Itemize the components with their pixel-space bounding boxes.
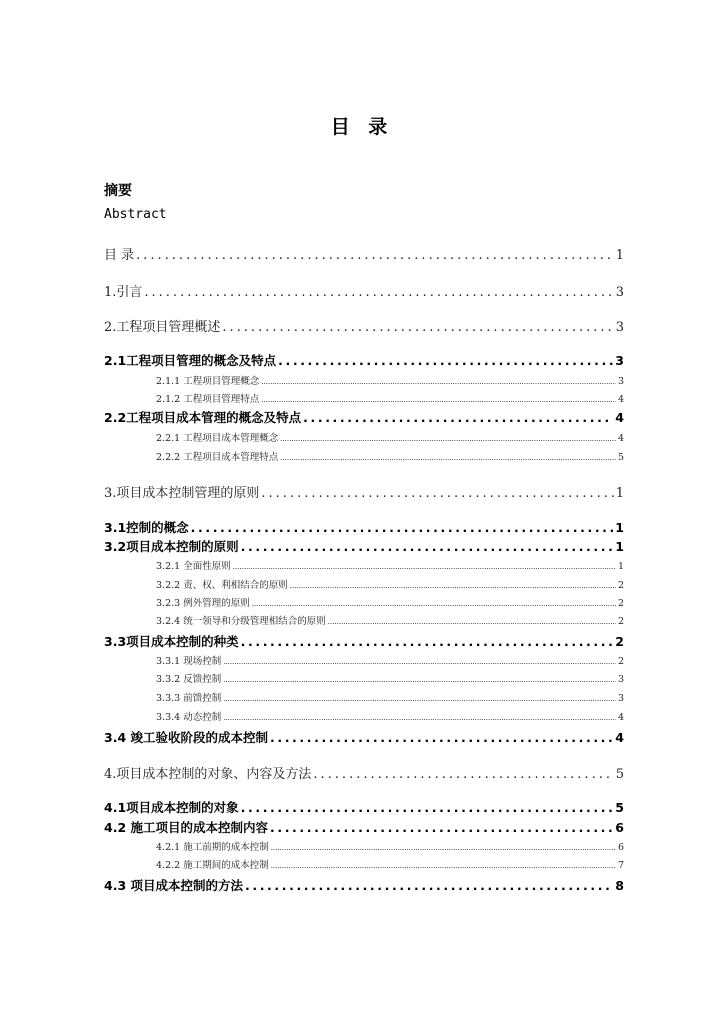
toc-entry-section-4-1[interactable] [104,798,624,816]
toc-entry-label: 目 录 [104,248,135,263]
abstract-cn-heading: 摘要 [104,183,132,199]
toc-entry-label: 3.3.1 现场控制 [156,656,222,667]
toc-entry-subsection-3-2-1[interactable] [156,558,624,572]
toc-leader-dots [328,618,616,626]
toc-page-number: 1 [615,486,624,501]
toc-entry-subsection-3-2-4[interactable] [156,613,624,627]
toc-entry-label: 4.项目成本控制的对象、内容及方法 [104,767,312,782]
toc-page-number: 7 [617,860,624,871]
toc-entry-subsection-3-3-4[interactable] [156,709,624,723]
toc-entry-label: 4.2.1 施工前期的成本控制 [156,842,269,853]
toc-entry-subsection-3-3-1[interactable] [156,653,624,667]
toc-entry-contents[interactable] [104,244,624,263]
toc-entry-section-4-2[interactable] [104,818,624,836]
toc-page-number: 3 [617,376,624,387]
toc-entry-label: 2.2.2 工程项目成本管理特点 [156,452,279,463]
toc-entry-label: 3.2.3 例外管理的原则 [156,598,250,609]
toc-page-number: 2 [617,598,624,609]
toc-leader-dots [303,410,613,425]
toc-leader-dots [144,285,613,300]
toc-entry-section-3-3[interactable] [104,632,624,650]
toc-leader-dots [252,600,616,608]
toc-leader-dots [270,820,613,835]
toc-entry-label: 3.2项目成本控制的原则 [104,539,239,554]
toc-leader-dots [271,844,616,852]
toc-page-number: 3 [617,693,624,704]
toc-entry-subsection-2-1-2[interactable] [156,391,624,405]
toc-entry-label: 2.1工程项目管理的概念及特点 [104,353,277,368]
toc-leader-dots [261,486,613,501]
toc-entry-label: 3.3项目成本控制的种类 [104,634,239,649]
toc-page-number: 4 [615,410,624,425]
toc-entry-subsection-4-2-1[interactable] [156,839,624,853]
toc-entry-subsection-3-3-2[interactable] [156,671,624,685]
toc-leader-dots [278,353,613,368]
toc-page-number: 2 [617,580,624,591]
toc-entry-subsection-3-3-3[interactable] [156,690,624,704]
toc-page-number: 6 [617,842,624,853]
toc-leader-dots [233,563,616,571]
toc-leader-dots [313,767,613,782]
toc-entry-subsection-4-2-2[interactable] [156,857,624,871]
toc-page-number: 4 [617,712,624,723]
toc-leader-dots [261,378,616,386]
toc-entry-label: 4.3 项目成本控制的方法 [104,878,243,893]
toc-entry-label: 3.2.1 全面性原则 [156,561,231,572]
toc-entry-label: 3.3.3 前馈控制 [156,693,222,704]
toc-leader-dots [270,730,613,745]
toc-page-number: 5 [617,452,624,463]
toc-leader-dots [223,714,616,722]
toc-entry-subsection-3-2-3[interactable] [156,595,624,609]
toc-page-number: 4 [617,394,624,405]
abstract-en-heading: Abstract [104,207,167,222]
toc-entry-chapter-4[interactable] [104,763,624,782]
toc-page-number: 5 [615,800,624,815]
page-title: 目 录 [330,116,394,138]
toc-leader-dots [191,520,614,535]
toc-page-number: 1 [617,561,624,572]
toc-entry-label: 3.4 竣工验收阶段的成本控制 [104,730,268,745]
toc-entry-label: 3.2.2 责、权、利相结合的原则 [156,580,288,591]
toc-leader-dots [241,800,614,815]
toc-leader-dots [222,320,613,335]
toc-entry-section-3-2[interactable] [104,537,624,555]
toc-page-number: 1 [615,248,624,263]
toc-page-number: 5 [615,767,624,782]
toc-page-number: 8 [615,878,624,893]
toc-leader-dots [271,862,616,870]
toc-entry-section-3-4[interactable] [104,728,624,746]
toc-entry-subsection-2-2-1[interactable] [156,430,624,444]
toc-page-number: 4 [617,433,624,444]
toc-leader-dots [245,878,613,893]
toc-entry-label: 4.2.2 施工期间的成本控制 [156,860,269,871]
toc-entry-label: 3.3.2 反馈控制 [156,674,222,685]
toc-leader-dots [261,396,616,404]
toc-entry-chapter-3[interactable] [104,482,624,501]
toc-entry-subsection-2-1-1[interactable] [156,373,624,387]
toc-leader-dots [290,582,616,590]
toc-page-number: 2 [615,634,624,649]
toc-leader-dots [241,634,614,649]
toc-entry-section-3-1[interactable] [104,518,624,536]
toc-entry-label: 2.2.1 工程项目成本管理概念 [156,433,279,444]
toc-page-number: 3 [617,674,624,685]
toc-page-number: 6 [615,820,624,835]
toc-page-number: 3 [615,285,624,300]
toc-entry-subsection-2-2-2[interactable] [156,449,624,463]
toc-leader-dots [136,248,614,263]
toc-leader-dots [223,695,616,703]
toc-page-number: 1 [615,539,624,554]
toc-entry-section-4-3[interactable] [104,876,624,894]
toc-entry-label: 2.2工程项目成本管理的概念及特点 [104,410,302,425]
toc-entry-label: 2.工程项目管理概述 [104,320,221,335]
toc-entry-label: 4.2 施工项目的成本控制内容 [104,820,268,835]
toc-entry-label: 3.1控制的概念 [104,520,189,535]
toc-page-number: 3 [615,353,624,368]
toc-entry-section-2-2[interactable] [104,408,624,426]
toc-page-number: 2 [617,616,624,627]
toc-page-number: 3 [615,320,624,335]
toc-leader-dots [280,435,616,443]
toc-leader-dots [241,539,614,554]
toc-leader-dots [223,658,616,666]
toc-entry-chapter-2[interactable] [104,316,624,335]
toc-page-number: 1 [615,520,624,535]
toc-entry-label: 3.项目成本控制管理的原则 [104,486,260,501]
toc-entry-subsection-3-2-2[interactable] [156,577,624,591]
toc-entry-section-2-1[interactable] [104,351,624,369]
toc-leader-dots [280,454,616,462]
toc-entry-label: 3.3.4 动态控制 [156,712,222,723]
toc-leader-dots [223,676,616,684]
toc-page-number: 4 [615,730,624,745]
toc-entry-label: 2.1.2 工程项目管理特点 [156,394,260,405]
toc-entry-chapter-1[interactable] [104,281,624,300]
toc-page-number: 2 [617,656,624,667]
toc-entry-label: 3.2.4 统一领导和分级管理相结合的原则 [156,616,326,627]
toc-entry-label: 4.1项目成本控制的对象 [104,800,239,815]
toc-entry-label: 2.1.1 工程项目管理概念 [156,376,260,387]
toc-entry-label: 1.引言 [104,285,143,300]
